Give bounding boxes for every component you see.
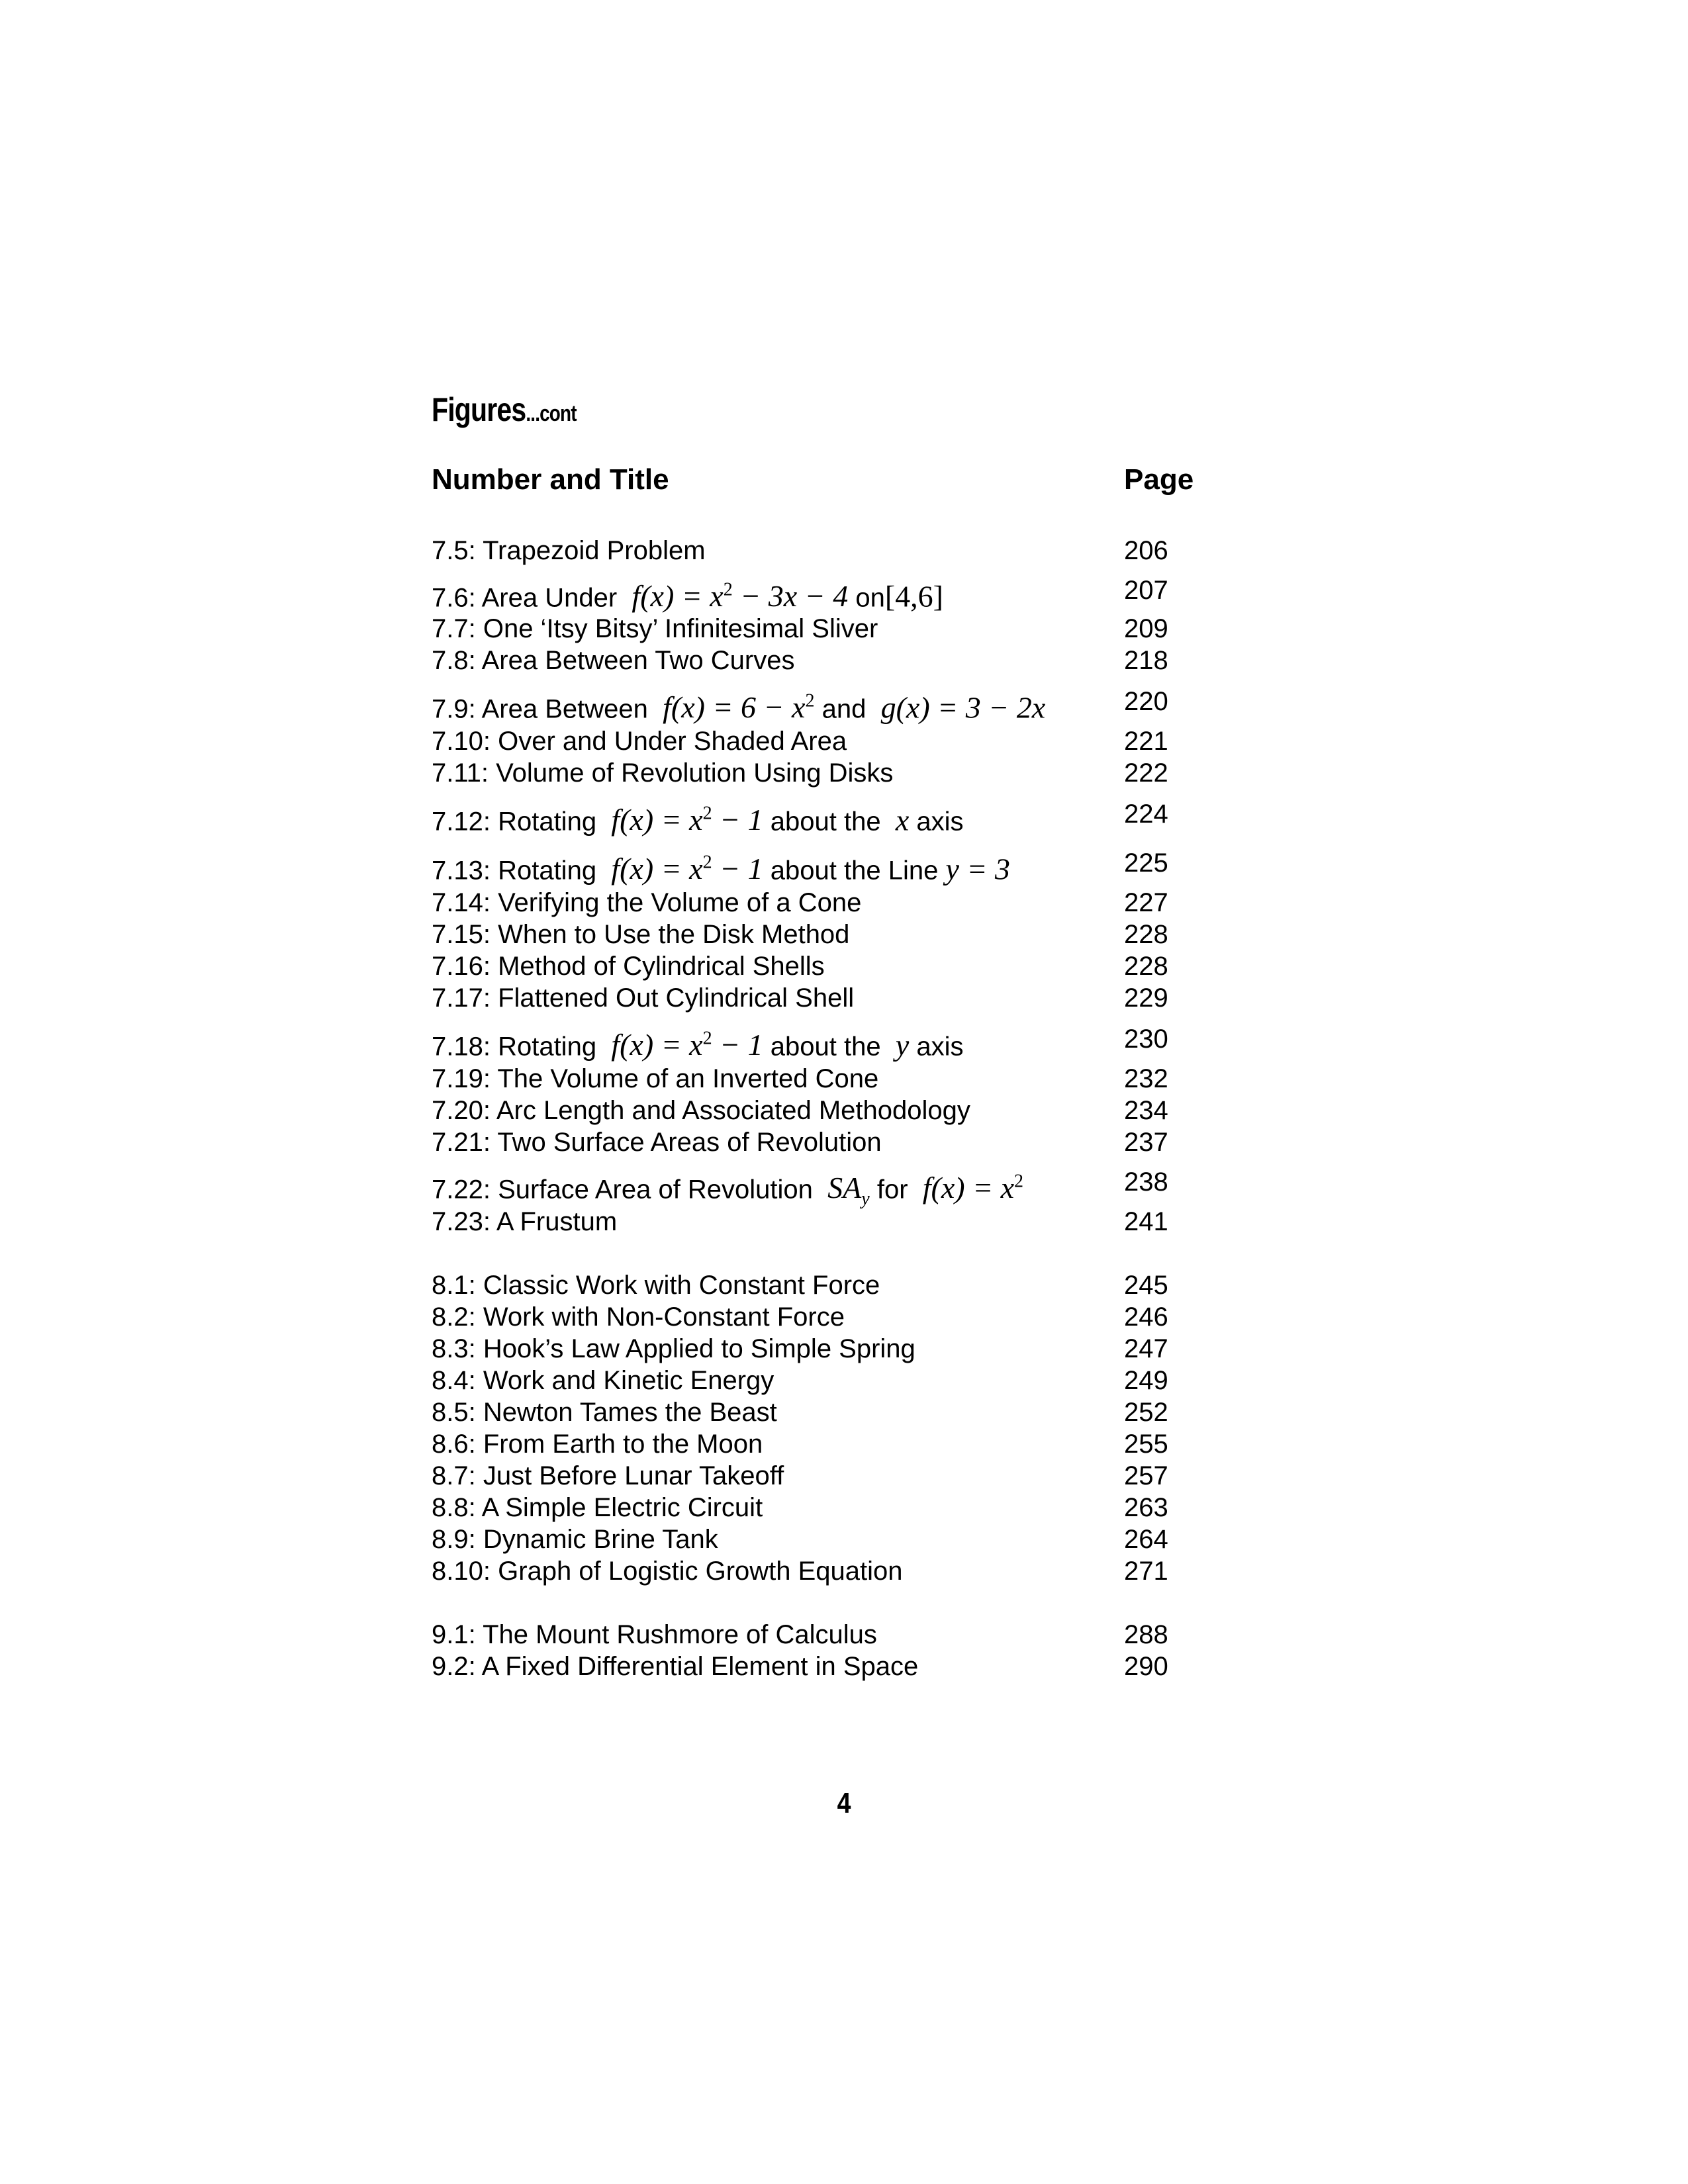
figure-title [432, 686, 1045, 725]
figure-entry [432, 1206, 1186, 1238]
figure-entry [432, 1396, 1186, 1428]
figure-entry [432, 1365, 1186, 1396]
figure-page: 252 [1124, 1398, 1168, 1427]
figure-entry [432, 798, 1186, 837]
figure-entry [432, 725, 1186, 757]
figure-page: 247 [1124, 1334, 1168, 1363]
figure-title-word: about the Line [770, 856, 939, 886]
figure-entry [432, 919, 1186, 950]
figure-title-suffix: axis [916, 1032, 964, 1062]
figure-entry [432, 613, 1186, 645]
figure-page: 288 [1124, 1620, 1168, 1649]
math-expression: $f(x) = x^2 - 1$ [611, 852, 763, 886]
math-expression: $f(x) = x^2 - 1$ [611, 1028, 763, 1062]
figure-title [432, 798, 964, 837]
math-expression: $f(x) = 6 - x^2$ [663, 690, 815, 725]
figure-page: 228 [1124, 952, 1168, 981]
figure-entry [432, 535, 1186, 567]
figure-page: 230 [1124, 1024, 1168, 1054]
figure-entry [432, 1126, 1186, 1158]
figure-page: 249 [1124, 1366, 1168, 1395]
figure-title: 8.6: From Earth to the Moon [432, 1430, 763, 1459]
figure-page: 224 [1124, 799, 1168, 829]
figure-title-word: on [855, 583, 885, 613]
math-expression: g(x) = 3 − 2x [880, 690, 1046, 725]
figure-title: 8.10: Graph of Logistic Growth Equation [432, 1557, 903, 1586]
figure-page: 241 [1124, 1207, 1168, 1236]
figure-entry [432, 1492, 1186, 1524]
figure-title-prefix: 7.12: Rotating [432, 807, 597, 837]
math-variable: x [895, 803, 910, 837]
figure-entry [432, 1651, 1186, 1682]
figure-entry [432, 1301, 1186, 1333]
figure-entry [432, 950, 1186, 982]
figure-entry [432, 686, 1186, 725]
figure-page: 246 [1124, 1302, 1168, 1332]
figure-title: 9.2: A Fixed Differential Element in Space [432, 1652, 919, 1681]
figure-title: 8.7: Just Before Lunar Takeoff [432, 1461, 784, 1490]
figure-entry [432, 1269, 1186, 1301]
figure-page: 290 [1124, 1652, 1168, 1681]
figure-entry [432, 1023, 1186, 1062]
figure-title [432, 847, 1010, 886]
math-interval: [4,6] [884, 579, 943, 614]
figure-title: 7.14: Verifying the Volume of a Cone [432, 888, 862, 917]
figure-entry [432, 1428, 1186, 1460]
figure-title: 8.2: Work with Non-Constant Force [432, 1302, 845, 1332]
figure-title: 9.1: The Mount Rushmore of Calculus [432, 1620, 877, 1649]
figure-page: 238 [1124, 1167, 1168, 1197]
figure-entry [432, 982, 1186, 1014]
figure-entry [432, 1524, 1186, 1555]
figure-page: 229 [1124, 983, 1168, 1013]
figure-title-prefix: 7.13: Rotating [432, 856, 597, 886]
figure-title: 8.9: Dynamic Brine Tank [432, 1525, 718, 1554]
heading-main: Figures [432, 391, 526, 428]
figure-title: 7.8: Area Between Two Curves [432, 646, 795, 675]
figure-title: 7.23: A Frustum [432, 1207, 618, 1236]
section-heading [432, 390, 577, 429]
figure-page: 209 [1124, 614, 1168, 643]
figure-entry [432, 645, 1186, 676]
figure-page: 220 [1124, 687, 1168, 716]
figure-page: 227 [1124, 888, 1168, 917]
column-header-title: Number and Title [432, 463, 669, 496]
figure-title: 8.8: A Simple Electric Circuit [432, 1493, 763, 1522]
math-variable: y [895, 1028, 910, 1062]
figure-page: 264 [1124, 1525, 1168, 1554]
figure-page: 218 [1124, 646, 1168, 675]
figure-title: 7.20: Arc Length and Associated Methodology [432, 1096, 970, 1125]
figure-title: 7.7: One ‘Itsy Bitsy’ Infinitesimal Sliver [432, 614, 878, 643]
figure-title-word: about the [770, 807, 881, 837]
figure-entry [432, 887, 1186, 919]
math-expression: $f(x) = x^2 - 1$ [611, 803, 763, 837]
figure-title: 8.4: Work and Kinetic Energy [432, 1366, 774, 1395]
figure-entry [432, 1555, 1186, 1587]
math-expression: $SA_y$ [827, 1171, 870, 1210]
figure-title: 7.10: Over and Under Shaded Area [432, 727, 847, 756]
column-header-page: Page [1124, 463, 1194, 496]
figure-title-word: about the [770, 1032, 881, 1062]
figure-title-suffix: axis [916, 807, 964, 837]
figure-title-word: and [821, 694, 867, 724]
figure-title-prefix: 7.18: Rotating [432, 1032, 597, 1062]
figure-page: 263 [1124, 1493, 1168, 1522]
figure-entry [432, 1619, 1186, 1651]
figure-entry [432, 757, 1186, 789]
figure-title [432, 1023, 964, 1062]
figure-title: 7.19: The Volume of an Inverted Cone [432, 1064, 879, 1093]
figure-page: 257 [1124, 1461, 1168, 1490]
figure-title: 8.5: Newton Tames the Beast [432, 1398, 777, 1427]
figure-title-prefix: 7.6: Area Under [432, 583, 618, 613]
page-number: 4 [837, 1787, 851, 1819]
figure-title-prefix: 7.9: Area Between [432, 694, 648, 724]
figure-page: 255 [1124, 1430, 1168, 1459]
figure-title: 7.17: Flattened Out Cylindrical Shell [432, 983, 855, 1013]
figure-page: 271 [1124, 1557, 1168, 1586]
figure-entry [432, 847, 1186, 886]
figure-title: 7.5: Trapezoid Problem [432, 536, 706, 565]
figure-page: 221 [1124, 727, 1168, 756]
figure-page: 237 [1124, 1128, 1168, 1157]
figure-entry [432, 1333, 1186, 1365]
math-expression: $f(x) = x^2$ [922, 1171, 1024, 1205]
figure-entry [432, 1460, 1186, 1492]
figure-title: 7.16: Method of Cylindrical Shells [432, 952, 825, 981]
figure-entry [432, 1166, 1186, 1210]
figure-entry [432, 574, 1186, 614]
figure-title: 7.11: Volume of Revolution Using Disks [432, 758, 894, 788]
figure-page: 206 [1124, 536, 1168, 565]
figure-page: 225 [1124, 848, 1168, 878]
figure-page: 232 [1124, 1064, 1168, 1093]
figure-page: 228 [1124, 920, 1168, 949]
math-expression: $f(x) = x^2 - 3x - 4$ [632, 579, 849, 614]
figure-entry [432, 1095, 1186, 1126]
figure-page: 245 [1124, 1271, 1168, 1300]
figure-page: 234 [1124, 1096, 1168, 1125]
figure-page: 222 [1124, 758, 1168, 788]
figure-title: 7.21: Two Surface Areas of Revolution [432, 1128, 882, 1157]
figure-title-word: for [876, 1175, 908, 1205]
figure-entry [432, 1063, 1186, 1095]
figure-title: 7.15: When to Use the Disk Method [432, 920, 850, 949]
figure-title-prefix: 7.22: Surface Area of Revolution [432, 1175, 813, 1205]
figure-page: 207 [1124, 576, 1168, 605]
heading-suffix: ...cont [526, 401, 577, 426]
figure-title [432, 574, 943, 614]
figure-title: 8.3: Hook’s Law Applied to Simple Spring [432, 1334, 915, 1363]
figure-title: 8.1: Classic Work with Constant Force [432, 1271, 880, 1300]
math-variable: y = 3 [945, 852, 1010, 886]
